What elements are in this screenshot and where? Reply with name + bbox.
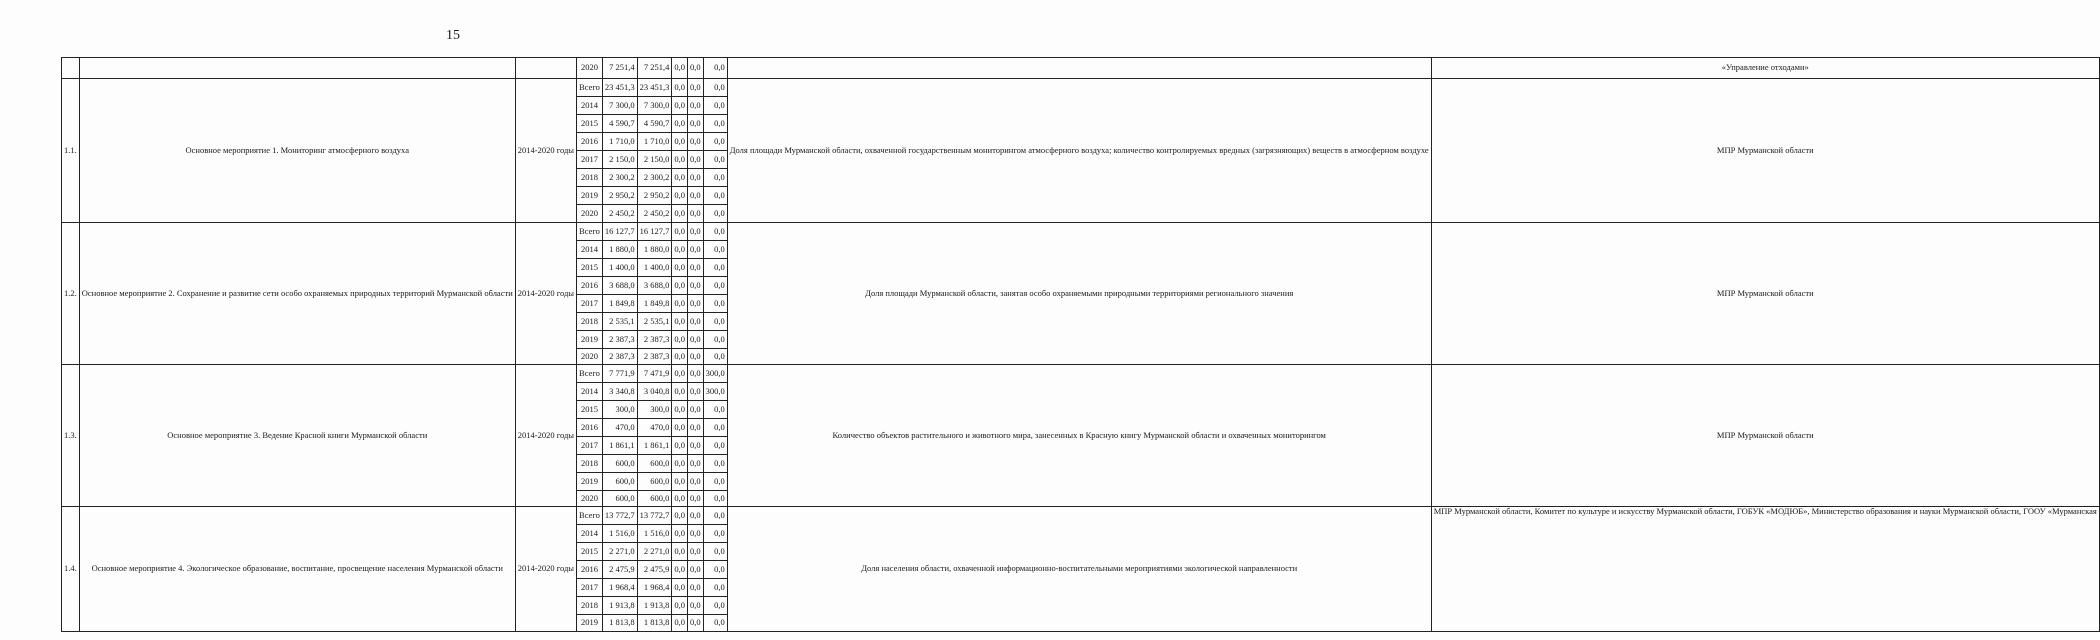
year-cell: 2015 <box>577 115 603 133</box>
federal-budget-cell: 0,0 <box>672 597 688 615</box>
local-budget-cell: 0,0 <box>688 133 704 151</box>
other-sources-cell: 300,0 <box>703 383 727 401</box>
regional-budget-cell: 7 300,0 <box>637 97 672 115</box>
local-budget-cell: 0,0 <box>688 223 704 241</box>
regional-budget-cell: 2 535,1 <box>637 313 672 331</box>
local-budget-cell: 0,0 <box>688 313 704 331</box>
total-cell: 7 771,9 <box>602 365 637 383</box>
local-budget-cell: 0,0 <box>688 615 704 632</box>
local-budget-cell: 0,0 <box>688 419 704 437</box>
local-budget-cell: 0,0 <box>688 187 704 205</box>
other-sources-cell: 0,0 <box>703 169 727 187</box>
total-cell: 1 849,8 <box>602 295 637 313</box>
year-cell: 2014 <box>577 525 603 543</box>
activity-name-cell: Основное мероприятие 4. Экологическое образование, воспитание, просвещение населения Мурманской области <box>79 507 515 632</box>
period-cell <box>515 58 576 79</box>
total-cell: 2 271,0 <box>602 543 637 561</box>
other-sources-cell: 0,0 <box>703 349 727 365</box>
federal-budget-cell: 0,0 <box>672 133 688 151</box>
regional-budget-cell: 7 251,4 <box>637 58 672 79</box>
total-cell: 1 861,1 <box>602 437 637 455</box>
year-cell: 2020 <box>577 349 603 365</box>
regional-budget-cell: 3 688,0 <box>637 277 672 295</box>
year-cell: 2017 <box>577 295 603 313</box>
regional-budget-cell: 16 127,7 <box>637 223 672 241</box>
year-cell: Всего <box>577 223 603 241</box>
year-cell: 2016 <box>577 561 603 579</box>
federal-budget-cell: 0,0 <box>672 115 688 133</box>
other-sources-cell: 0,0 <box>703 151 727 169</box>
local-budget-cell: 0,0 <box>688 597 704 615</box>
other-sources-cell: 0,0 <box>703 187 727 205</box>
total-cell: 600,0 <box>602 473 637 491</box>
period-cell: 2014-2020 годы <box>515 507 576 632</box>
local-budget-cell: 0,0 <box>688 543 704 561</box>
federal-budget-cell: 0,0 <box>672 615 688 632</box>
other-sources-cell: 0,0 <box>703 561 727 579</box>
federal-budget-cell: 0,0 <box>672 313 688 331</box>
local-budget-cell: 0,0 <box>688 331 704 349</box>
other-sources-cell: 300,0 <box>703 365 727 383</box>
other-sources-cell: 0,0 <box>703 331 727 349</box>
total-cell: 470,0 <box>602 419 637 437</box>
other-sources-cell: 0,0 <box>703 115 727 133</box>
federal-budget-cell: 0,0 <box>672 259 688 277</box>
total-cell: 7 300,0 <box>602 97 637 115</box>
federal-budget-cell: 0,0 <box>672 331 688 349</box>
year-cell: Всего <box>577 79 603 97</box>
regional-budget-cell: 1 913,8 <box>637 597 672 615</box>
year-cell: 2020 <box>577 58 603 79</box>
local-budget-cell: 0,0 <box>688 205 704 223</box>
year-cell: 2019 <box>577 473 603 491</box>
local-budget-cell: 0,0 <box>688 241 704 259</box>
year-cell: Всего <box>577 365 603 383</box>
table-row <box>62 507 2100 525</box>
indicator-cell: Доля площади Мурманской области, охваченной государственным мониторингом атмосферного воздуха; количество контролируемых вредных (загрязняющих) веществ в атмосферном воздухе <box>727 79 1431 223</box>
activity-name-cell: Основное мероприятие 3. Ведение Красной книги Мурманской области <box>79 365 515 507</box>
regional-budget-cell: 2 387,3 <box>637 349 672 365</box>
year-cell: 2019 <box>577 331 603 349</box>
year-cell: 2018 <box>577 455 603 473</box>
federal-budget-cell: 0,0 <box>672 401 688 419</box>
num-cell <box>62 58 80 79</box>
year-cell: 2019 <box>577 615 603 632</box>
year-cell: 2015 <box>577 401 603 419</box>
year-cell: 2014 <box>577 97 603 115</box>
year-cell: 2015 <box>577 259 603 277</box>
indicator-cell: Доля населения области, охваченной информационно-воспитательными мероприятиями экологической направленности <box>727 507 1431 632</box>
local-budget-cell: 0,0 <box>688 437 704 455</box>
local-budget-cell: 0,0 <box>688 473 704 491</box>
regional-budget-cell: 300,0 <box>637 401 672 419</box>
federal-budget-cell: 0,0 <box>672 419 688 437</box>
executor-cell: МПР Мурманской области <box>1431 223 2099 365</box>
total-cell: 2 387,3 <box>602 331 637 349</box>
regional-budget-cell: 600,0 <box>637 455 672 473</box>
federal-budget-cell: 0,0 <box>672 97 688 115</box>
regional-budget-cell: 1 813,8 <box>637 615 672 632</box>
federal-budget-cell: 0,0 <box>672 365 688 383</box>
other-sources-cell: 0,0 <box>703 295 727 313</box>
total-cell: 2 535,1 <box>602 313 637 331</box>
other-sources-cell: 0,0 <box>703 97 727 115</box>
federal-budget-cell: 0,0 <box>672 525 688 543</box>
year-cell: 2016 <box>577 419 603 437</box>
other-sources-cell: 0,0 <box>703 543 727 561</box>
item-number-cell: 1.3. <box>62 365 80 507</box>
total-cell: 1 913,8 <box>602 597 637 615</box>
local-budget-cell: 0,0 <box>688 277 704 295</box>
total-cell: 2 475,9 <box>602 561 637 579</box>
total-cell: 7 251,4 <box>602 58 637 79</box>
name-cell <box>79 58 515 79</box>
other-sources-cell: 0,0 <box>703 401 727 419</box>
federal-budget-cell: 0,0 <box>672 295 688 313</box>
period-cell: 2014-2020 годы <box>515 365 576 507</box>
federal-budget-cell: 0,0 <box>672 349 688 365</box>
period-cell: 2014-2020 годы <box>515 223 576 365</box>
other-sources-cell: 0,0 <box>703 597 727 615</box>
other-sources-cell: 0,0 <box>703 507 727 525</box>
total-cell: 3 340,8 <box>602 383 637 401</box>
regional-budget-cell: 600,0 <box>637 491 672 507</box>
other-sources-cell: 0,0 <box>703 79 727 97</box>
regional-budget-cell: 2 450,2 <box>637 205 672 223</box>
other-sources-cell: 0,0 <box>703 437 727 455</box>
regional-budget-cell: 1 968,4 <box>637 579 672 597</box>
item-number-cell: 1.4. <box>62 507 80 632</box>
other-sources-cell: 0,0 <box>703 525 727 543</box>
total-cell: 300,0 <box>602 401 637 419</box>
other-sources-cell: 0,0 <box>703 259 727 277</box>
regional-budget-cell: 600,0 <box>637 473 672 491</box>
total-cell: 2 450,2 <box>602 205 637 223</box>
year-cell: 2016 <box>577 133 603 151</box>
table-row <box>62 79 2100 97</box>
federal-budget-cell: 0,0 <box>672 277 688 295</box>
local-budget-cell: 0,0 <box>688 455 704 473</box>
federal-budget-cell: 0,0 <box>672 205 688 223</box>
regional-budget-cell: 1 710,0 <box>637 133 672 151</box>
federal-budget-cell: 0,0 <box>672 491 688 507</box>
other-sources-cell: 0,0 <box>703 615 727 632</box>
federal-budget-cell: 0,0 <box>672 79 688 97</box>
total-cell: 1 880,0 <box>602 241 637 259</box>
year-cell: 2018 <box>577 597 603 615</box>
federal-budget-cell: 0,0 <box>672 187 688 205</box>
regional-budget-cell: 2 150,0 <box>637 151 672 169</box>
executor-cell: МПР Мурманской области, Комитет по культуре и искусству Мурманской области, ГОБУК «МОДЮБ», Министерство образования и науки Мурманской области, ГООУ «Мурманская <box>1431 507 2099 632</box>
regional-budget-cell: 23 451,3 <box>637 79 672 97</box>
total-cell: 2 150,0 <box>602 151 637 169</box>
year-cell: 2020 <box>577 491 603 507</box>
regional-budget-cell: 1 516,0 <box>637 525 672 543</box>
regional-budget-cell: 1 861,1 <box>637 437 672 455</box>
regional-budget-cell: 2 300,2 <box>637 169 672 187</box>
year-cell: 2017 <box>577 437 603 455</box>
federal-budget-cell: 0,0 <box>672 437 688 455</box>
local-budget-cell: 0,0 <box>688 525 704 543</box>
year-cell: 2018 <box>577 169 603 187</box>
year-cell: Всего <box>577 507 603 525</box>
activity-name-cell: Основное мероприятие 1. Мониторинг атмосферного воздуха <box>79 79 515 223</box>
local-budget-cell: 0,0 <box>688 349 704 365</box>
year-cell: 2020 <box>577 205 603 223</box>
table-row <box>62 223 2100 241</box>
executor-cell: МПР Мурманской области <box>1431 79 2099 223</box>
total-cell: 16 127,7 <box>602 223 637 241</box>
federal-budget-cell: 0,0 <box>672 579 688 597</box>
federal-budget-cell: 0,0 <box>672 455 688 473</box>
item-number-cell: 1.2. <box>62 223 80 365</box>
other-sources-cell: 0,0 <box>703 133 727 151</box>
executor-cell: МПР Мурманской области <box>1431 365 2099 507</box>
total-cell: 600,0 <box>602 455 637 473</box>
federal-budget-cell: 0,0 <box>672 58 688 79</box>
page-number: 15 <box>446 28 460 43</box>
federal-budget-cell: 0,0 <box>672 383 688 401</box>
regional-budget-cell: 2 475,9 <box>637 561 672 579</box>
federal-budget-cell: 0,0 <box>672 241 688 259</box>
total-cell: 13 772,7 <box>602 507 637 525</box>
total-cell: 4 590,7 <box>602 115 637 133</box>
federal-budget-cell: 0,0 <box>672 473 688 491</box>
federal-budget-cell: 0,0 <box>672 507 688 525</box>
activity-name-cell: Основное мероприятие 2. Сохранение и развитие сети особо охраняемых природных территорий Мурманской области <box>79 223 515 365</box>
period-cell: 2014-2020 годы <box>515 79 576 223</box>
year-cell: 2017 <box>577 151 603 169</box>
other-sources-cell: 0,0 <box>703 419 727 437</box>
local-budget-cell: 0,0 <box>688 58 704 79</box>
regional-budget-cell: 1 400,0 <box>637 259 672 277</box>
regional-budget-cell: 2 950,2 <box>637 187 672 205</box>
other-sources-cell: 0,0 <box>703 58 727 79</box>
regional-budget-cell: 3 040,8 <box>637 383 672 401</box>
indicator-cell: Количество объектов растительного и животного мира, занесенных в Красную книгу Мурманской области и охваченных мониторингом <box>727 365 1431 507</box>
other-sources-cell: 0,0 <box>703 491 727 507</box>
regional-budget-cell: 13 772,7 <box>637 507 672 525</box>
total-cell: 600,0 <box>602 491 637 507</box>
federal-budget-cell: 0,0 <box>672 169 688 187</box>
total-cell: 1 710,0 <box>602 133 637 151</box>
local-budget-cell: 0,0 <box>688 169 704 187</box>
local-budget-cell: 0,0 <box>688 401 704 419</box>
regional-budget-cell: 1 849,8 <box>637 295 672 313</box>
federal-budget-cell: 0,0 <box>672 223 688 241</box>
regional-budget-cell: 2 387,3 <box>637 331 672 349</box>
other-sources-cell: 0,0 <box>703 473 727 491</box>
total-cell: 2 950,2 <box>602 187 637 205</box>
regional-budget-cell: 7 471,9 <box>637 365 672 383</box>
federal-budget-cell: 0,0 <box>672 151 688 169</box>
local-budget-cell: 0,0 <box>688 97 704 115</box>
year-cell: 2016 <box>577 277 603 295</box>
other-sources-cell: 0,0 <box>703 455 727 473</box>
year-cell: 2017 <box>577 579 603 597</box>
local-budget-cell: 0,0 <box>688 561 704 579</box>
other-sources-cell: 0,0 <box>703 277 727 295</box>
program-table <box>61 57 2100 632</box>
local-budget-cell: 0,0 <box>688 365 704 383</box>
year-cell: 2015 <box>577 543 603 561</box>
total-cell: 1 400,0 <box>602 259 637 277</box>
other-sources-cell: 0,0 <box>703 205 727 223</box>
local-budget-cell: 0,0 <box>688 151 704 169</box>
table-row <box>62 58 2100 79</box>
other-sources-cell: 0,0 <box>703 313 727 331</box>
local-budget-cell: 0,0 <box>688 491 704 507</box>
year-cell: 2018 <box>577 313 603 331</box>
indicator-cell: Доля площади Мурманской области, занятая особо охраняемыми природными территориями регионального значения <box>727 223 1431 365</box>
total-cell: 1 813,8 <box>602 615 637 632</box>
regional-budget-cell: 1 880,0 <box>637 241 672 259</box>
total-cell: 2 300,2 <box>602 169 637 187</box>
local-budget-cell: 0,0 <box>688 259 704 277</box>
local-budget-cell: 0,0 <box>688 79 704 97</box>
item-number-cell: 1.1. <box>62 79 80 223</box>
total-cell: 1 516,0 <box>602 525 637 543</box>
total-cell: 1 968,4 <box>602 579 637 597</box>
year-cell: 2014 <box>577 241 603 259</box>
local-budget-cell: 0,0 <box>688 507 704 525</box>
other-sources-cell: 0,0 <box>703 223 727 241</box>
regional-budget-cell: 4 590,7 <box>637 115 672 133</box>
other-sources-cell: 0,0 <box>703 241 727 259</box>
local-budget-cell: 0,0 <box>688 295 704 313</box>
table-row <box>62 365 2100 383</box>
indicator-cell <box>727 58 1431 79</box>
executor-cell: «Управление отходами» <box>1431 58 2099 79</box>
local-budget-cell: 0,0 <box>688 383 704 401</box>
local-budget-cell: 0,0 <box>688 579 704 597</box>
regional-budget-cell: 2 271,0 <box>637 543 672 561</box>
federal-budget-cell: 0,0 <box>672 561 688 579</box>
local-budget-cell: 0,0 <box>688 115 704 133</box>
total-cell: 23 451,3 <box>602 79 637 97</box>
year-cell: 2014 <box>577 383 603 401</box>
total-cell: 3 688,0 <box>602 277 637 295</box>
table-body <box>62 58 2100 632</box>
year-cell: 2019 <box>577 187 603 205</box>
federal-budget-cell: 0,0 <box>672 543 688 561</box>
regional-budget-cell: 470,0 <box>637 419 672 437</box>
other-sources-cell: 0,0 <box>703 579 727 597</box>
total-cell: 2 387,3 <box>602 349 637 365</box>
